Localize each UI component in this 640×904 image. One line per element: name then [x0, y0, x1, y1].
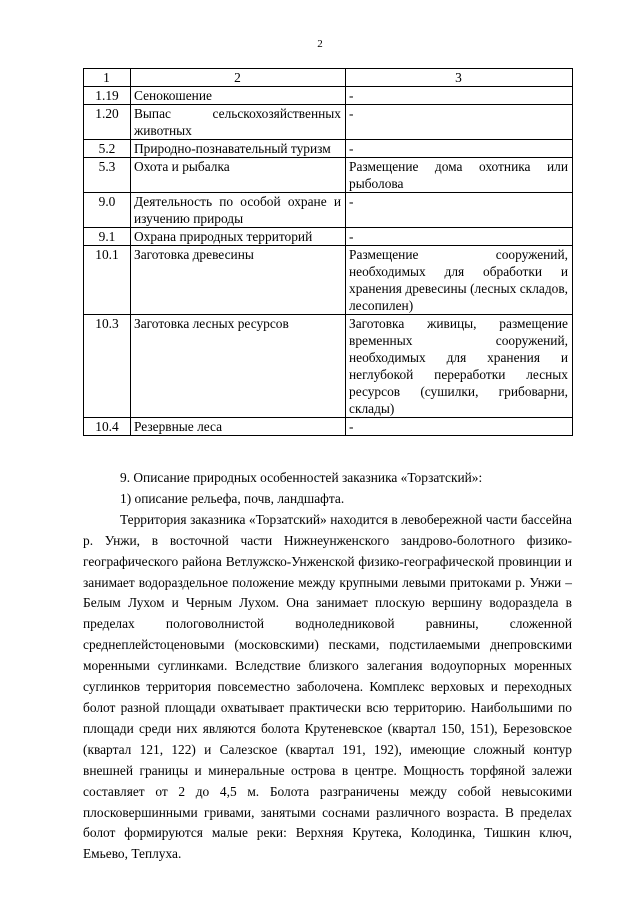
name-cell: Заготовка лесных ресурсов: [131, 315, 346, 418]
table-row: [84, 105, 573, 140]
land-use-table: [83, 68, 573, 436]
table-row: [84, 315, 573, 418]
name-cell: Заготовка древесины: [131, 246, 346, 315]
code-cell: 5.3: [84, 158, 131, 193]
header-cell: 3: [346, 69, 573, 87]
note-cell: Размещение сооружений, необходимых для обработки и хранения древесины (лесных складов, лесопилен): [346, 246, 573, 315]
page-number: 2: [317, 38, 323, 50]
body-paragraph: Территория заказника «Торзатский» находится в левобережной части бассейна р. Унжи, в восточной части Нижнеунженского зандрово-болотного физико-географического района Ветлужско-Унженской физико-географической провинции и занимает водораздельное положение между крупными левыми притоками р. Унжи – Белым Лухом и Черным Лухом. Она занимает плоскую вершину водораздела в пределах пологоволнистой водноледниковой равнины, сложенной среднеплейстоценовыми (московскими) песками, подстилаемыми днепровскими моренными суглинками. Вследствие близкого залегания водоупорных моренных суглинков территория повсеместно заболочена. Комплекс верховых и переходных болот разной площади охватывает практически всю территорию. Наибольшими по площади среди них являются болота Крутеневское (квартал 150, 151), Березовское (квартал 121, 122) и Салезское (квартал 191, 192), имеющие сложный контур внешней границы и минеральные острова в центре. Мощность торфяной залежи составляет от 2 до 4,5 м. Болота разграничены между собой невысокими плосковершинными гривами, занятыми соснами различного возраста. В пределах болот формируются малые реки: Верхняя Крутека, Колодинка, Тишкин ключ, Емьево, Теплуха.: [83, 511, 572, 862]
table-row: [84, 87, 573, 105]
note-cell: -: [346, 418, 573, 436]
code-cell: 10.4: [84, 418, 131, 436]
table-row: [84, 193, 573, 228]
note-cell: -: [346, 193, 573, 228]
note-cell: -: [346, 140, 573, 158]
note-cell: -: [346, 87, 573, 105]
name-cell: Деятельность по особой охране и изучению природы: [131, 193, 346, 228]
table-row: [84, 140, 573, 158]
name-cell: Выпас сельскохозяйственных животных: [131, 105, 346, 140]
code-cell: 1.20: [84, 105, 131, 140]
table-header-row: [84, 69, 573, 87]
table-row: [84, 246, 573, 315]
name-cell: Резервные леса: [131, 418, 346, 436]
code-cell: 9.1: [84, 228, 131, 246]
code-cell: 10.3: [84, 315, 131, 418]
code-cell: 9.0: [84, 193, 131, 228]
table-row: [84, 228, 573, 246]
note-cell: Заготовка живицы, размещение временных сооружений, необходимых для хранения и неглубокой переработки лесных ресурсов (сушилки, грибоварни, склады): [346, 315, 573, 418]
name-cell: Охота и рыбалка: [131, 158, 346, 193]
header-cell: 1: [84, 69, 131, 87]
table-row: [84, 158, 573, 193]
name-cell: Природно-познавательный туризм: [131, 140, 346, 158]
note-cell: Размещение дома охотника или рыболова: [346, 158, 573, 193]
name-cell: Сенокошение: [131, 87, 346, 105]
name-cell: Охрана природных территорий: [131, 228, 346, 246]
note-cell: -: [346, 228, 573, 246]
code-cell: 10.1: [84, 246, 131, 315]
table-row: [84, 418, 573, 436]
note-cell: -: [346, 105, 573, 140]
section-heading: 9. Описание природных особенностей заказника «Торзатский»:: [120, 470, 483, 485]
code-cell: 5.2: [84, 140, 131, 158]
subheading: 1) описание рельефа, почв, ландшафта.: [120, 490, 345, 506]
document-body: [83, 468, 572, 865]
header-cell: 2: [131, 69, 346, 87]
code-cell: 1.19: [84, 87, 131, 105]
